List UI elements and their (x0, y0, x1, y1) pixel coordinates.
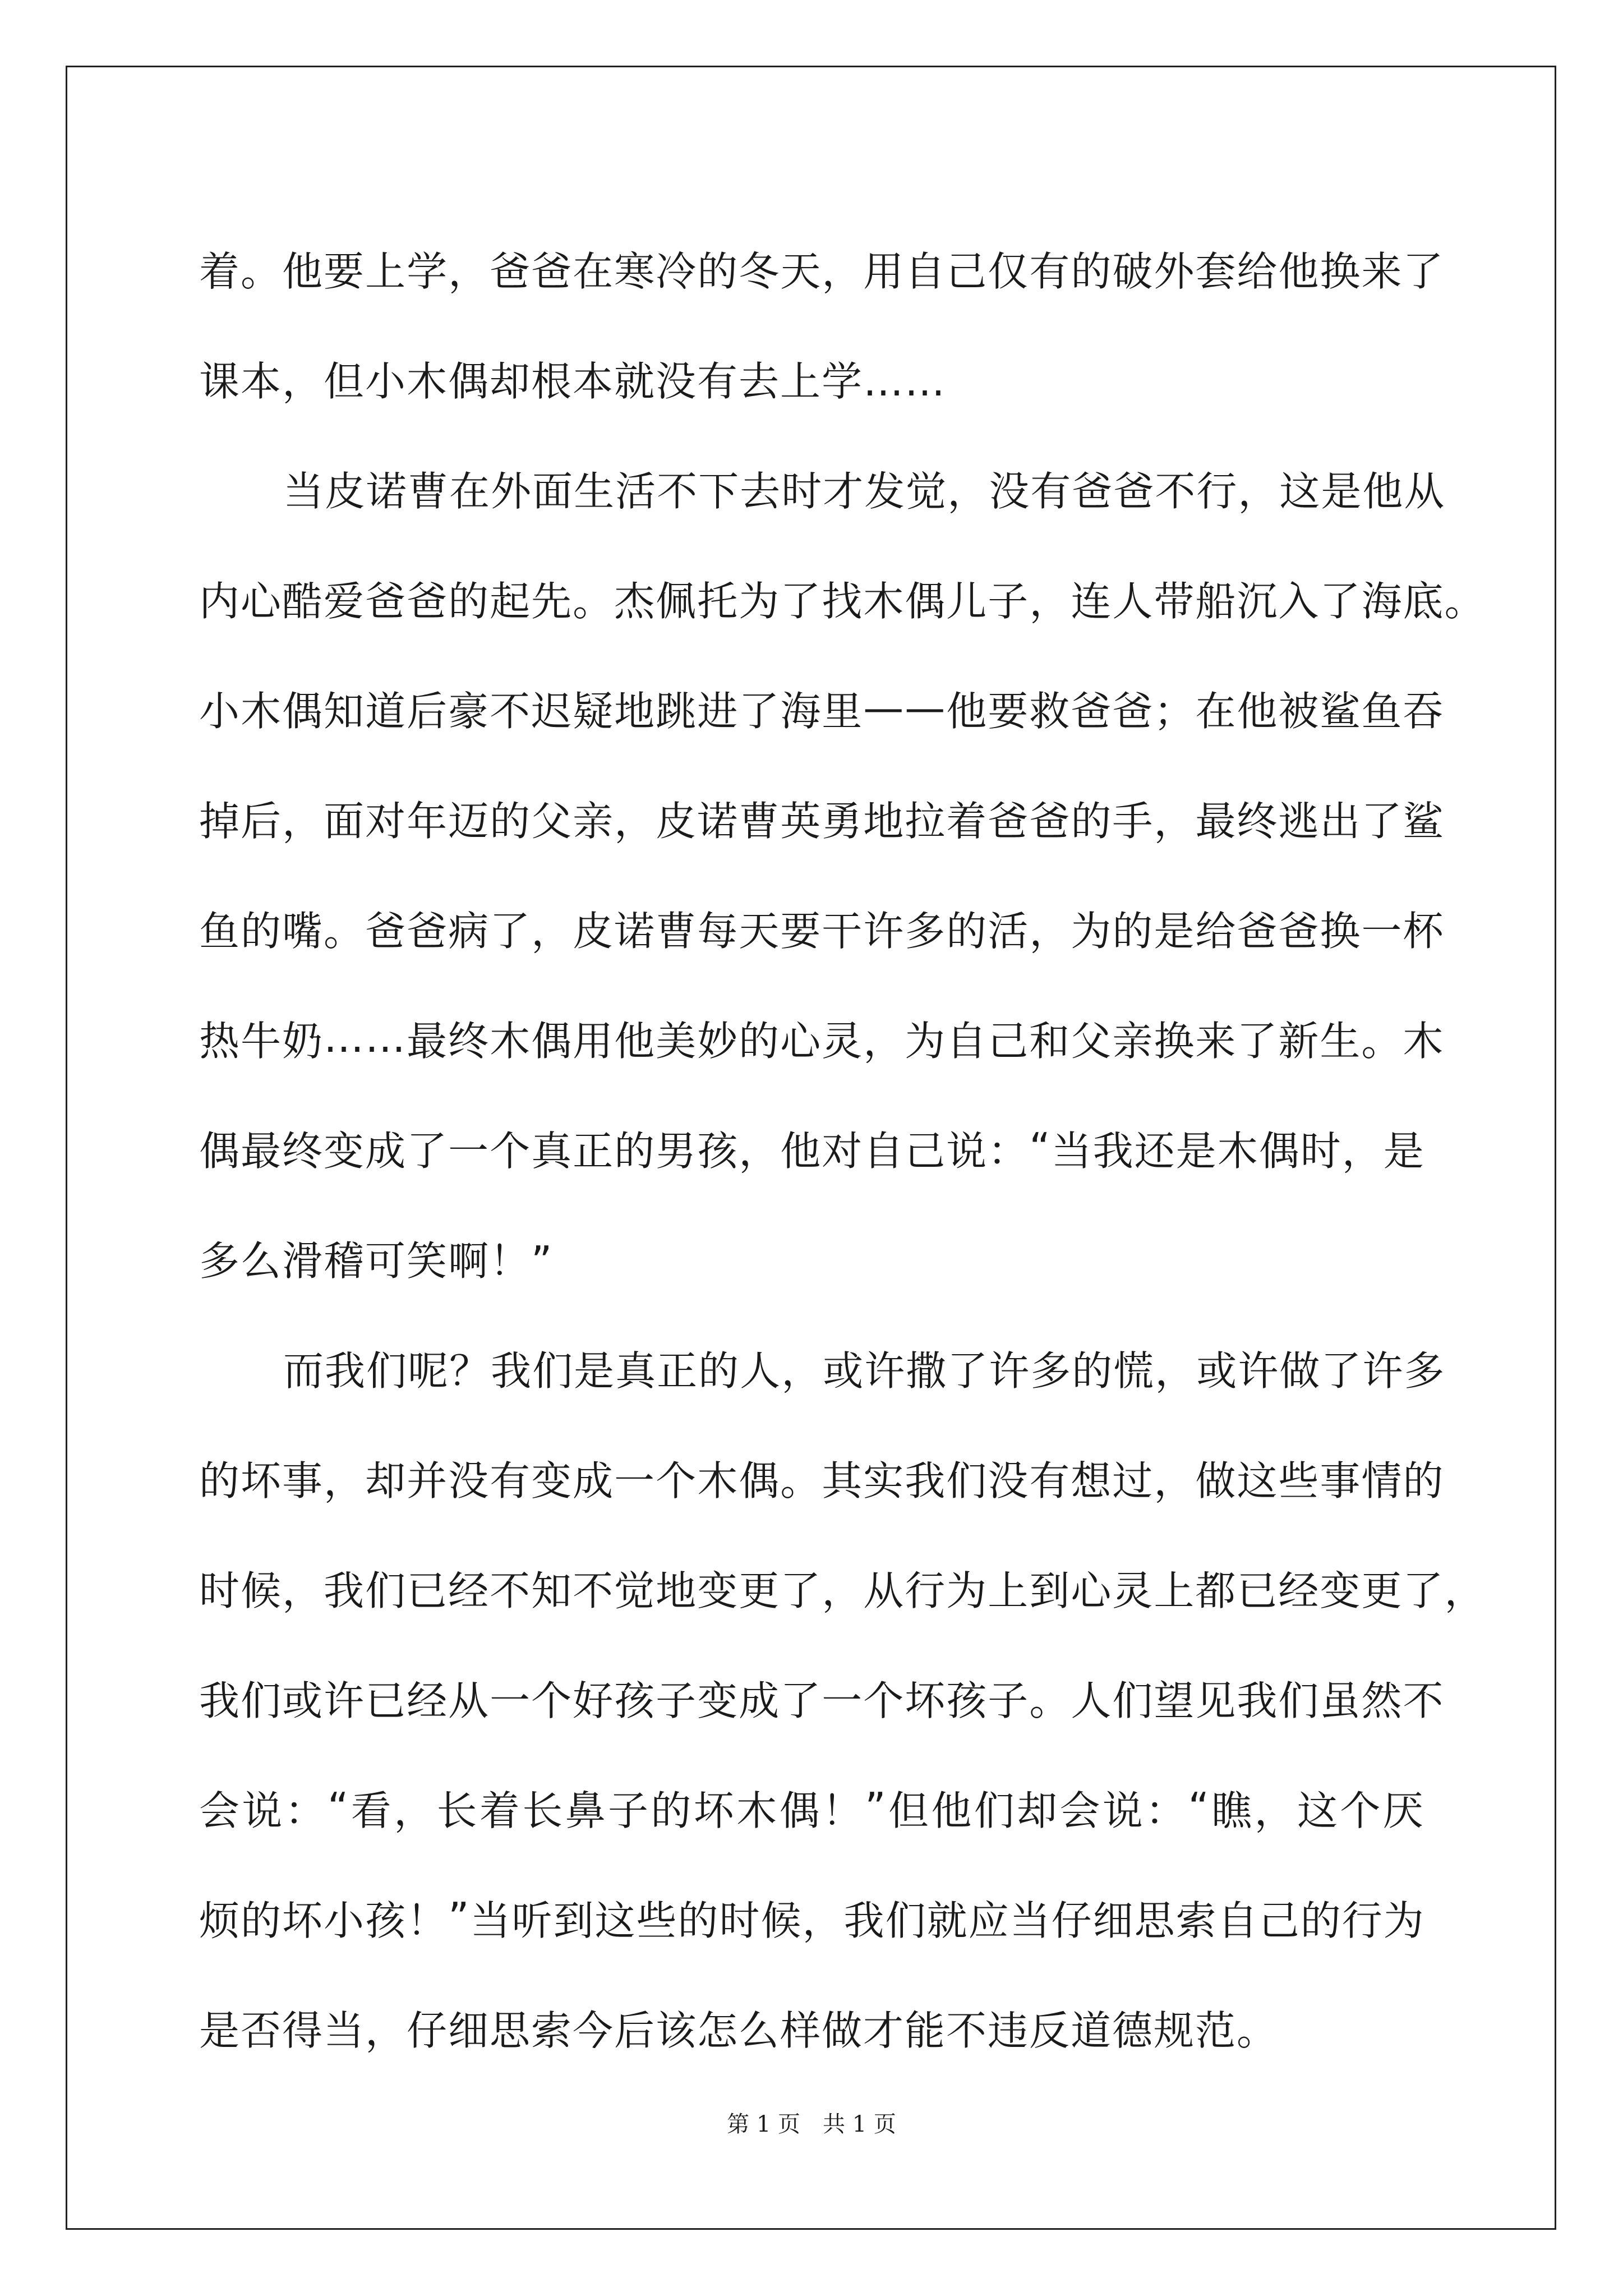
text-line: 着 。 他 要 上 学 ， 爸 爸 在 寒 冷 的 冬 天 ， 用 自 己 仅 有 的 破 外 套 给 他 换 来 了 (199, 248, 1445, 295)
text-line: 的 坏 事 ， 却 并 没 有 变 成 一 个 木 偶 。 其 实 我 们 没 有 想 过 ， 做 这 些 事 情 的 (199, 1457, 1445, 1504)
text-line: 偶 最 终 变 成 了 一 个 真 正 的 男 孩 ， 他 对 自 己 说 ： “ 当 我 还 是 木 偶 时 ， 是 (199, 1124, 1425, 1175)
text-line: 多么滑稽可笑啊！” (199, 1237, 554, 1285)
page-footer: 第 1 页 共 1 页 (727, 2111, 896, 2137)
text-line: 当 皮 诺 曹 在 外 面 生 活 不 下 去 时 才 发 觉 ， 没 有 爸 爸 不 行 ， 这 是 他 从 (283, 468, 1446, 515)
text-line: 小 木 偶 知 道 后 豪 不 迟 疑 地 跳 进 了 海 里 — — 他 要 救 爸 爸 ； 在 他 被 鲨 鱼 吞 (199, 684, 1445, 735)
text-line: 会 说 ： “ 看 ， 长 着 长 鼻 子 的 坏 木 偶 ！ ” 但 他 们 却 会 说 ： “ 瞧 ， 这 个 厌 (199, 1784, 1424, 1834)
text-line: 而 我 们 呢 ？ 我 们 是 真 正 的 人 ， 或 许 撒 了 许 多 的 慌 ， 或 许 做 了 许 多 (283, 1347, 1446, 1395)
text-line: 内 心 酷 爱 爸 爸 的 起 先 。 杰 佩 托 为 了 找 木 偶 儿 子 ， 连 人 带 船 沉 入 了 海 底 。 (199, 578, 1486, 625)
document-body (199, 213, 1486, 2082)
text-line: 课本，但小木偶却根本就没有去上学…… (199, 358, 947, 405)
text-line: 时 候 ， 我 们 已 经 不 知 不 觉 地 变 更 了 ， 从 行 为 上 到 心 灵 上 都 已 经 变 更 了 ， (199, 1567, 1486, 1614)
text-line: 鱼 的 嘴 。 爸 爸 病 了 ， 皮 诺 曹 每 天 要 干 许 多 的 活 ， 为 的 是 给 爸 爸 换 一 杯 (199, 908, 1445, 955)
text-line: 烦 的 坏 小 孩 ！ ” 当 听 到 这 些 的 时 候 ， 我 们 就 应 当 仔 细 思 索 自 己 的 行 为 (199, 1894, 1425, 1944)
text-line: 我 们 或 许 已 经 从 一 个 好 孩 子 变 成 了 一 个 坏 孩 子 。 人 们 望 见 我 们 虽 然 不 (199, 1677, 1445, 1724)
text-line: 掉 后 ， 面 对 年 迈 的 父 亲 ， 皮 诺 曹 英 勇 地 拉 着 爸 爸 的 手 ， 最 终 逃 出 了 鲨 (199, 798, 1445, 845)
text-line: 热 牛 奶 … … 最 终 木 偶 用 他 美 妙 的 心 灵 ， 为 自 己 和 父 亲 换 来 了 新 生 。 木 (199, 1014, 1445, 1065)
text-line: 是否得当，仔细思索今后该怎么样做才能不违反道德规范。 (199, 2007, 1279, 2054)
